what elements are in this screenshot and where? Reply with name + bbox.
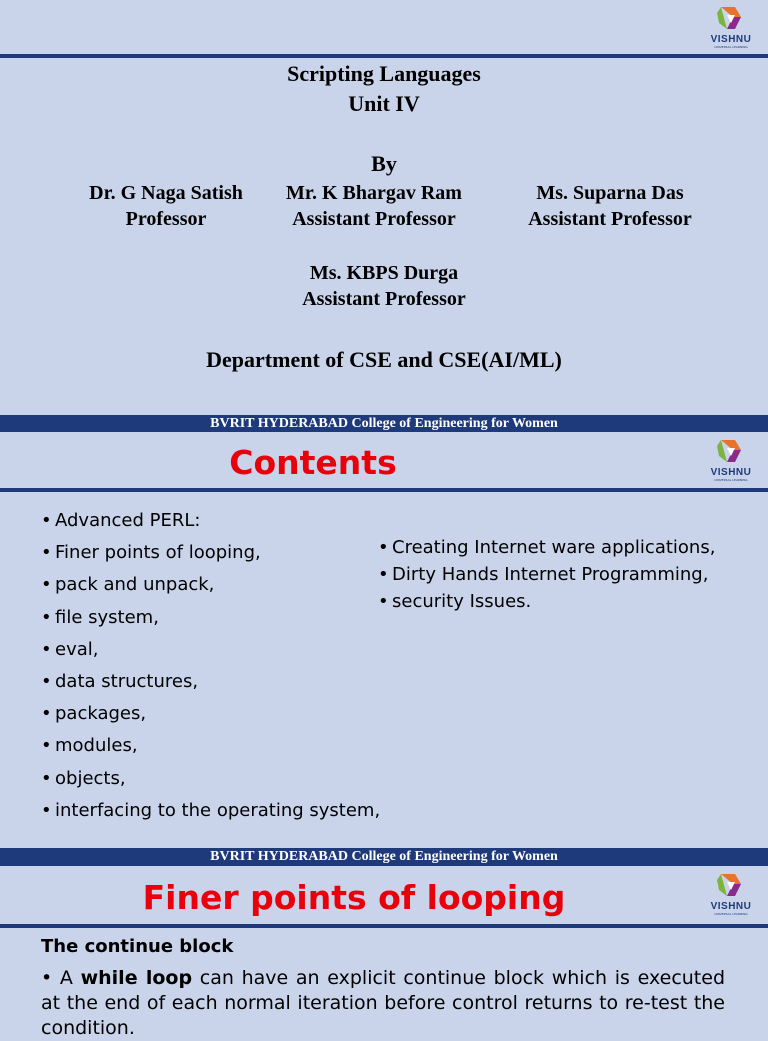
list-item: • Dirty Hands Internet Programming, bbox=[378, 563, 758, 590]
author-role: Assistant Professor bbox=[302, 288, 466, 310]
bullet-marker: • bbox=[41, 967, 60, 989]
list-item: • Finer points of looping, bbox=[41, 540, 381, 572]
list-item: • interfacing to the operating system, bbox=[41, 798, 381, 830]
list-item: • file system, bbox=[41, 605, 381, 637]
list-item: • packages, bbox=[41, 701, 381, 733]
list-item: • Advanced PERL: bbox=[41, 508, 381, 540]
slide-heading: Finer points of looping bbox=[142, 878, 566, 917]
author-4 bbox=[264, 260, 504, 312]
author-role: Professor bbox=[125, 208, 207, 230]
logo-text: VISHNU bbox=[710, 901, 752, 912]
author-role: Assistant Professor bbox=[292, 208, 456, 230]
logo-subtext: UNIVERSAL LEARNING bbox=[714, 478, 748, 482]
department: Department of CSE and CSE(AI/ML) bbox=[206, 347, 562, 372]
author-name: Ms. KBPS Durga bbox=[309, 262, 459, 284]
bullet-bold-term: while loop bbox=[80, 967, 193, 989]
vishnu-logo bbox=[701, 436, 761, 482]
list-item: • pack and unpack, bbox=[41, 572, 381, 604]
slide-contents bbox=[0, 432, 768, 866]
author-name: Dr. G Naga Satish bbox=[89, 182, 243, 204]
author-3 bbox=[500, 180, 720, 232]
vishnu-logo-icon bbox=[715, 870, 747, 902]
bullet-prefix: A bbox=[59, 967, 81, 989]
unit-title: Unit IV bbox=[348, 91, 420, 116]
vishnu-logo bbox=[701, 3, 761, 49]
list-item: • objects, bbox=[41, 766, 381, 798]
logo-text: VISHNU bbox=[710, 34, 752, 45]
footer-bar: BVRIT HYDERABAD College of Engineering for Women bbox=[0, 415, 768, 433]
vishnu-logo-icon bbox=[715, 436, 747, 468]
author-name: Ms. Suparna Das bbox=[536, 182, 684, 204]
contents-heading: Contents bbox=[229, 443, 397, 482]
list-item: • Creating Internet ware applications, bbox=[378, 536, 758, 563]
list-item: • security Issues. bbox=[378, 590, 758, 617]
author-name: Mr. K Bhargav Ram bbox=[286, 182, 462, 204]
slide-title bbox=[0, 0, 768, 432]
logo-text: VISHNU bbox=[710, 467, 752, 478]
contents-list-left bbox=[41, 508, 381, 830]
course-title: Scripting Languages bbox=[287, 61, 481, 86]
list-item: • eval, bbox=[41, 637, 381, 669]
author-role: Assistant Professor bbox=[528, 208, 692, 230]
contents-list-right bbox=[378, 536, 758, 617]
header-divider bbox=[0, 54, 768, 58]
vishnu-logo-icon bbox=[715, 3, 747, 35]
logo-subtext: UNIVERSAL LEARNING bbox=[714, 45, 748, 49]
author-1 bbox=[60, 180, 272, 232]
footer-bar: BVRIT HYDERABAD College of Engineering for Women bbox=[0, 848, 768, 866]
logo-subtext: UNIVERSAL LEARNING bbox=[714, 912, 748, 916]
header-divider bbox=[0, 488, 768, 492]
subheading: The continue block bbox=[41, 936, 234, 957]
by-label: By bbox=[371, 151, 397, 176]
list-item: • modules, bbox=[41, 733, 381, 765]
header-divider bbox=[0, 924, 768, 928]
list-item: • data structures, bbox=[41, 669, 381, 701]
bullet-paragraph bbox=[41, 966, 725, 1041]
vishnu-logo bbox=[701, 870, 761, 916]
bullet-text: can have an explicit continue block which is executed at the end of each normal iteration before control returns to re-test the condition. bbox=[41, 967, 726, 1039]
slide-finer-points bbox=[0, 866, 768, 1039]
author-2 bbox=[268, 180, 480, 232]
